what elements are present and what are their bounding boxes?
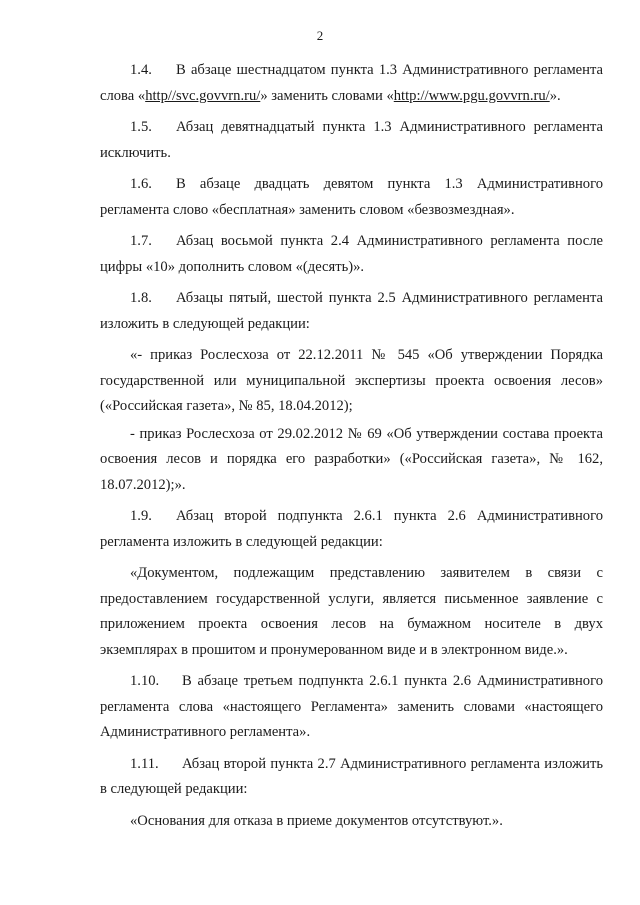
paragraph-1-10	[100, 669, 603, 746]
old-url-link[interactable]: http//svc.govvrn.ru/	[145, 87, 261, 104]
paragraph-number: 1.7.	[130, 233, 152, 249]
paragraph-text: В абзаце двадцать девятом пункта 1.3 Административного регламента слово «бесплатная» заменить словом «безвозмездная».	[100, 176, 603, 218]
quoted-document-requirement: «Документом, подлежащим представлению заявителем в связи с предоставлением государственной услуги, является письменное заявление с приложением проекта освоения лесов на бумажном носителе в двух экземплярах в прошитом и пронумерованном виде и в электронном виде.».	[100, 565, 603, 658]
quoted-order-69: - приказ Рослесхоза от 29.02.2012 № 69 «Об утверждении состава проекта освоения лесов и порядка его разработки» («Российская газета», № 162, 18.07.2012);».	[100, 425, 603, 493]
paragraph-text: В абзаце шестнадцатом пункта 1.3 Административного регламента слова «	[100, 62, 603, 104]
paragraph-1-8	[100, 286, 603, 337]
paragraph-1-11	[100, 752, 603, 803]
paragraph-text: Абзац девятнадцатый пункта 1.3 Административного регламента исключить.	[100, 119, 603, 161]
paragraph-text: ».	[549, 87, 561, 104]
paragraph-text: Абзацы пятый, шестой пункта 2.5 Административного регламента изложить в следующей редакции:	[100, 290, 603, 332]
document-body	[100, 58, 603, 840]
paragraph-text: Абзац восьмой пункта 2.4 Административного регламента после цифры «10» дополнить словом «(десять)».	[100, 233, 603, 275]
paragraph-number: 1.5.	[130, 119, 152, 135]
quoted-refusal-grounds: «Основания для отказа в приеме документов отсутствуют.».	[130, 812, 503, 829]
paragraph-number: 1.10.	[130, 673, 160, 689]
paragraph-text: Абзац второй подпункта 2.6.1 пункта 2.6 Административного регламента изложить в следующей редакции:	[100, 508, 603, 550]
paragraph-text: Абзац второй пункта 2.7 Административного регламента изложить в следующей редакции:	[100, 755, 603, 797]
paragraph-text: » заменить словами «	[260, 87, 394, 104]
paragraph-1-7	[100, 229, 603, 280]
paragraph-text: В абзаце третьем подпункта 2.6.1 пункта 2.6 Административного регламента слова «настоящего Регламента» заменить словами «настоящего Административного регламента».	[100, 673, 603, 740]
paragraph-number: 1.6.	[130, 176, 152, 192]
paragraph-1-9	[100, 504, 603, 555]
quoted-order-545: «- приказ Рослесхоза от 22.12.2011 № 545 «Об утверждении Порядка государственной или муниципальной экспертизы проекта освоения лесов» («Российская газета», № 85, 18.04.2012);	[100, 347, 603, 414]
paragraph-1-4	[100, 58, 603, 109]
paragraph-number: 1.9.	[130, 508, 152, 524]
paragraph-number: 1.11.	[130, 755, 159, 772]
page-number: 2	[316, 28, 324, 43]
paragraph-number: 1.4.	[130, 62, 152, 78]
paragraph-number: 1.8.	[130, 290, 152, 306]
new-url-link[interactable]: http://www.pgu.govvrn.ru/	[393, 87, 550, 104]
paragraph-1-6	[100, 172, 603, 223]
paragraph-1-5	[100, 115, 603, 166]
